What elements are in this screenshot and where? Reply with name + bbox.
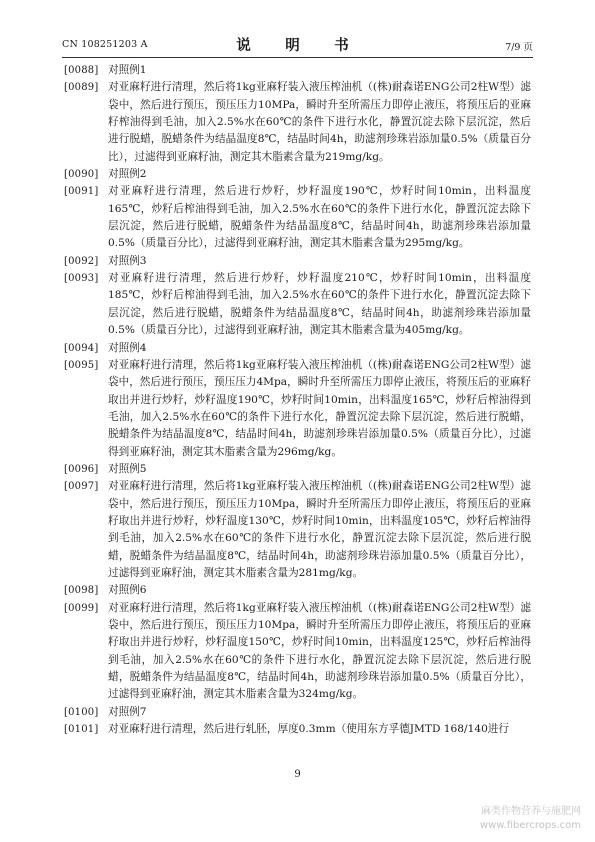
paragraph-number: [0092] <box>64 255 99 267</box>
heading-text: 对照例1 <box>108 64 147 76</box>
section-heading <box>64 704 531 721</box>
paragraph <box>64 478 531 582</box>
section-heading <box>64 582 531 599</box>
paragraph-text: 对亚麻籽进行清理，然后将1kg亚麻籽装入液压榨油机（(株)耐森诺ENG公司2柱W型）滤袋中，然后进行预压，预压压力10MPa，瞬时升至所需压力即停止液压，将预压后的亚麻籽榨油得到毛油，加入2.5%水在60℃的条件下进行水化，静置沉淀去除下层沉淀，然后进行脱蜡，脱蜡条件为结晶温度8℃，结晶时间4h，助滤剂珍珠岩添加量0.5%（质量百分比），过滤得到亚麻籽油，测定其木脂素含量为219mg/kg。 <box>108 81 531 163</box>
paragraph <box>64 721 531 738</box>
section-heading <box>64 166 531 183</box>
heading-text: 对照例6 <box>108 584 147 597</box>
paragraph <box>64 600 531 704</box>
heading-text: 对照例4 <box>108 341 147 354</box>
heading-text: 对照例3 <box>108 254 147 267</box>
page-reference: 7/9 页 <box>505 42 533 53</box>
paragraph-number: [0090] <box>64 169 99 181</box>
paragraph-number: [0091] <box>64 186 99 198</box>
section-heading <box>64 461 531 478</box>
heading-text: 对照例7 <box>108 705 147 718</box>
heading-text: 对照例5 <box>108 462 147 475</box>
paragraph-number: [0089] <box>64 82 99 94</box>
watermark <box>480 805 581 833</box>
watermark-url: www.fibercrops.com <box>479 820 581 831</box>
patent-number: CN 108251203 A <box>62 39 148 50</box>
paragraph <box>64 270 531 339</box>
paragraph-number: [0088] <box>64 65 99 76</box>
document-title: 说 明 书 <box>236 37 359 54</box>
paragraph-number: [0096] <box>64 463 99 475</box>
document-body <box>64 62 531 738</box>
paragraph-text: 对亚麻籽进行清理，然后进行轧胚，厚度0.3mm（使用东方孚德JMTD 168/140进行 <box>108 723 509 736</box>
paragraph <box>64 183 531 252</box>
page-number: 9 <box>294 769 301 780</box>
paragraph-number: [0095] <box>64 359 99 371</box>
paragraph-number: [0100] <box>64 706 99 718</box>
paragraph <box>64 357 531 461</box>
heading-text: 对照例2 <box>108 168 147 181</box>
paragraph <box>64 79 531 166</box>
page-header <box>62 34 533 54</box>
paragraph-number: [0097] <box>64 481 99 493</box>
paragraph-text: 对亚麻籽进行清理，然后将1kg亚麻籽装入液压榨油机（(株)耐森诺ENG公司2柱W型）滤袋中，然后进行预压，预压压力4Mpa，瞬时升至所需压力即停止液压，将预压后的亚麻籽取出并进行炒籽，炒籽温度190℃，炒籽时间10min，出料温度165℃，炒籽后榨油得到毛油，加入2.5%水在60℃的条件下进行水化，静置沉淀去除下层沉淀，然后进行脱蜡，脱蜡条件为结晶温度8℃，结晶时间4h，助滤剂珍珠岩添加量0.5%（质量百分比），过滤得到亚麻籽油，测定其木脂素含量为296mg/kg。 <box>108 358 531 458</box>
section-heading <box>64 253 531 270</box>
header-divider <box>62 57 533 58</box>
paragraph-text: 对亚麻籽进行清理，然后进行炒籽，炒籽温度190℃，炒籽时间10min，出料温度165℃，炒籽后榨油得到毛油，加入2.5%水在60℃的条件下进行水化，静置沉淀去除下层沉淀，然后进行脱蜡，脱蜡条件为结晶温度8℃，结晶时间4h，助滤剂珍珠岩添加量0.5%（质量百分比），过滤得到亚麻籽油，测定其木脂素含量为295mg/kg。 <box>108 185 531 250</box>
section-heading <box>64 62 531 79</box>
paragraph-text: 对亚麻籽进行清理，然后进行炒籽，炒籽温度210℃，炒籽时间10min，出料温度185℃，炒籽后榨油得到毛油，加入2.5%水在60℃的条件下进行水化，静置沉淀去除下层沉淀，然后进行脱蜡，脱蜡条件为结晶温度8℃，结晶时间4h，助滤剂珍珠岩添加量0.5%（质量百分比），过滤得到亚麻籽油，测定其木脂素含量为405mg/kg。 <box>108 272 531 337</box>
paragraph-number: [0093] <box>64 273 99 285</box>
paragraph-number: [0101] <box>64 724 99 736</box>
watermark-name: 麻类作物营养与施肥网 <box>481 806 581 817</box>
paragraph-number: [0098] <box>64 585 99 597</box>
paragraph-text: 对亚麻籽进行清理，然后将1kg亚麻籽装入液压榨油机（(株)耐森诺ENG公司2柱W型）滤袋中，然后进行预压，预压压力10Mpa，瞬时升至所需压力即停止液压，将预压后的亚麻籽取出并进行炒籽，炒籽温度130℃，炒籽时间10min，出料温度105℃，炒籽后榨油得到毛油，加入2.5%水在60℃的条件下进行水化，静置沉淀去除下层沉淀，然后进行脱蜡，脱蜡条件为结晶温度8℃，结晶时间4h，助滤剂珍珠岩添加量0.5%（质量百分比），过滤得到亚麻籽油，测定其木脂素含量为281mg/kg。 <box>108 480 531 579</box>
paragraph-number: [0094] <box>64 342 99 354</box>
paragraph-text: 对亚麻籽进行清理，然后将1kg亚麻籽装入液压榨油机（(株)耐森诺ENG公司2柱W型）滤袋中，然后进行预压，预压压力10Mpa，瞬时升至所需压力即停止液压，将预压后的亚麻籽取出并进行炒籽，炒籽温度150℃，炒籽时间10min，出料温度125℃，炒籽后榨油得到毛油，加入2.5%水在60℃的条件下进行水化，静置沉淀去除下层沉淀，然后进行脱蜡，脱蜡条件为结晶温度8℃，结晶时间4h，助滤剂珍珠岩添加量0.5%（质量百分比），过滤得到亚麻籽油，测定其木脂素含量为324mg/kg。 <box>108 601 531 701</box>
section-heading <box>64 340 531 357</box>
paragraph-number: [0099] <box>64 602 99 614</box>
